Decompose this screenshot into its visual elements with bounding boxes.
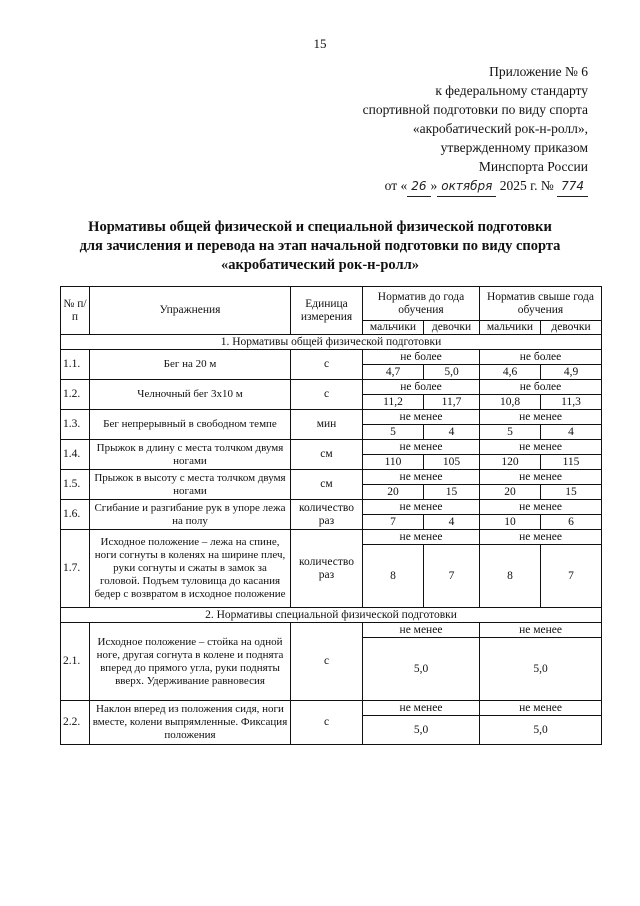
exercise-name: Сгибание и разгибание рук в упоре лежа на полу: [90, 500, 291, 530]
exercise-name: Бег на 20 м: [90, 350, 291, 380]
table-row: [61, 440, 602, 455]
value-cell: 20: [363, 485, 424, 500]
header-girls: девочки: [424, 321, 480, 335]
unit: см: [291, 470, 363, 500]
value-cell: 11,2: [363, 395, 424, 410]
order-day: 26: [407, 177, 430, 197]
unit: мин: [291, 410, 363, 440]
condition: не менее: [480, 470, 602, 485]
row-number: 2.2.: [61, 701, 90, 745]
row-number: 1.7.: [61, 530, 90, 608]
condition: не менее: [480, 410, 602, 425]
condition: не менее: [363, 500, 480, 515]
row-number: 1.4.: [61, 440, 90, 470]
unit: с: [291, 623, 363, 701]
value-cell: 4,7: [363, 365, 424, 380]
value-cell: 15: [424, 485, 480, 500]
condition: не менее: [363, 470, 480, 485]
condition: не более: [480, 350, 602, 365]
unit: см: [291, 440, 363, 470]
row-number: 1.1.: [61, 350, 90, 380]
unit: количество раз: [291, 500, 363, 530]
value-cell: 20: [480, 485, 541, 500]
header-boys: мальчики: [363, 321, 424, 335]
table-row: [61, 470, 602, 485]
value-cell: 5: [363, 425, 424, 440]
table-header-row: [61, 287, 602, 321]
exercise-name: Прыжок в длину с места толчком двумя ногами: [90, 440, 291, 470]
row-number: 1.5.: [61, 470, 90, 500]
unit: с: [291, 380, 363, 410]
value-cell: 5: [480, 425, 541, 440]
condition: не менее: [363, 701, 480, 716]
condition: не менее: [363, 410, 480, 425]
annex-header: [288, 62, 588, 197]
title-line: для зачисления и перевода на этап начальной подготовки по виду спорта: [79, 238, 561, 254]
value-cell: 5,0: [480, 716, 602, 745]
value-cell: 7: [424, 545, 480, 608]
condition: не более: [480, 380, 602, 395]
exercise-name: Бег непрерывный в свободном темпе: [90, 410, 291, 440]
table-row: [61, 530, 602, 545]
value-cell: 10: [480, 515, 541, 530]
section-title: 2. Нормативы специальной физической подготовки: [61, 608, 602, 623]
page-number: 15: [313, 36, 327, 51]
header-norm-over-year: Норматив свыше года обучения: [480, 287, 602, 321]
exercise-name: Прыжок в высоту с места толчком двумя ногами: [90, 470, 291, 500]
exercise-name: Челночный бег 3х10 м: [90, 380, 291, 410]
header-boys: мальчики: [480, 321, 541, 335]
table-row: [61, 701, 602, 716]
exercise-name: Исходное положение – лежа на спине, ноги согнуты в коленях на ширине плеч, руки согнуты и сжаты в замок за головой. Подъем туловища до касания бедер с возвратом в исходное положение: [90, 530, 291, 608]
condition: не более: [363, 350, 480, 365]
exercise-name: Наклон вперед из положения сидя, ноги вместе, колени выпрямленные. Фиксация положения: [90, 701, 291, 745]
norms-table: [60, 286, 602, 745]
annex-line: Минспорта России: [478, 159, 588, 174]
value-cell: 105: [424, 455, 480, 470]
header-norm-to-year: Норматив до года обучения: [363, 287, 480, 321]
value-cell: 5,0: [424, 365, 480, 380]
value-cell: 115: [541, 455, 602, 470]
order-number: 774: [557, 177, 588, 197]
value-cell: 4: [424, 515, 480, 530]
condition: не менее: [480, 500, 602, 515]
value-cell: 4: [541, 425, 602, 440]
condition: не менее: [480, 623, 602, 638]
value-cell: 120: [480, 455, 541, 470]
value-cell: 110: [363, 455, 424, 470]
condition: не менее: [363, 530, 480, 545]
condition: не менее: [363, 440, 480, 455]
annex-line: «акробатический рок-н-ролл»,: [412, 121, 588, 136]
section-row: [61, 335, 602, 350]
title-line: «акробатический рок-н-ролл»: [220, 257, 419, 273]
unit: количество раз: [291, 530, 363, 608]
value-cell: 15: [541, 485, 602, 500]
value-cell: 5,0: [363, 716, 480, 745]
header-unit: Единица измерения: [291, 287, 363, 335]
header-exercise: Упражнения: [90, 287, 291, 335]
table-row: [61, 623, 602, 638]
condition: не менее: [480, 701, 602, 716]
header-num: № п/п: [61, 287, 90, 335]
order-month: октября: [437, 177, 496, 197]
value-cell: 7: [541, 545, 602, 608]
value-cell: 8: [363, 545, 424, 608]
document-title: [50, 218, 590, 275]
value-cell: 4,6: [480, 365, 541, 380]
value-cell: 4: [424, 425, 480, 440]
title-line: Нормативы общей физической и специальной физической подготовки: [88, 219, 552, 235]
order-date-line: [288, 176, 588, 197]
value-cell: 10,8: [480, 395, 541, 410]
value-cell: 6: [541, 515, 602, 530]
table-row: [61, 500, 602, 515]
table-row: [61, 380, 602, 395]
header-girls: девочки: [541, 321, 602, 335]
order-date-prefix: от «: [384, 178, 408, 193]
table-row: [61, 410, 602, 425]
value-cell: 11,3: [541, 395, 602, 410]
row-number: 1.3.: [61, 410, 90, 440]
condition: не менее: [363, 623, 480, 638]
unit: с: [291, 701, 363, 745]
order-year: 2025 г. №: [499, 178, 554, 193]
value-cell: 4,9: [541, 365, 602, 380]
condition: не более: [363, 380, 480, 395]
row-number: 1.6.: [61, 500, 90, 530]
exercise-name: Исходное положение – стойка на одной ноге, другая согнута в колене и поднята вперед до прямого угла, руки подняты вверх. Удерживание равновесия: [90, 623, 291, 701]
row-number: 2.1.: [61, 623, 90, 701]
value-cell: 7: [363, 515, 424, 530]
value-cell: 5,0: [480, 638, 602, 701]
annex-title: Приложение № 6: [489, 64, 588, 79]
annex-line: спортивной подготовки по виду спорта: [362, 102, 588, 117]
condition: не менее: [480, 530, 602, 545]
value-cell: 8: [480, 545, 541, 608]
unit: с: [291, 350, 363, 380]
table-row: [61, 350, 602, 365]
row-number: 1.2.: [61, 380, 90, 410]
section-title: 1. Нормативы общей физической подготовки: [61, 335, 602, 350]
annex-line: к федеральному стандарту: [435, 83, 588, 98]
order-date-mid: »: [430, 178, 438, 193]
condition: не менее: [480, 440, 602, 455]
value-cell: 5,0: [363, 638, 480, 701]
annex-line: утвержденному приказом: [440, 140, 588, 155]
value-cell: 11,7: [424, 395, 480, 410]
section-row: [61, 608, 602, 623]
